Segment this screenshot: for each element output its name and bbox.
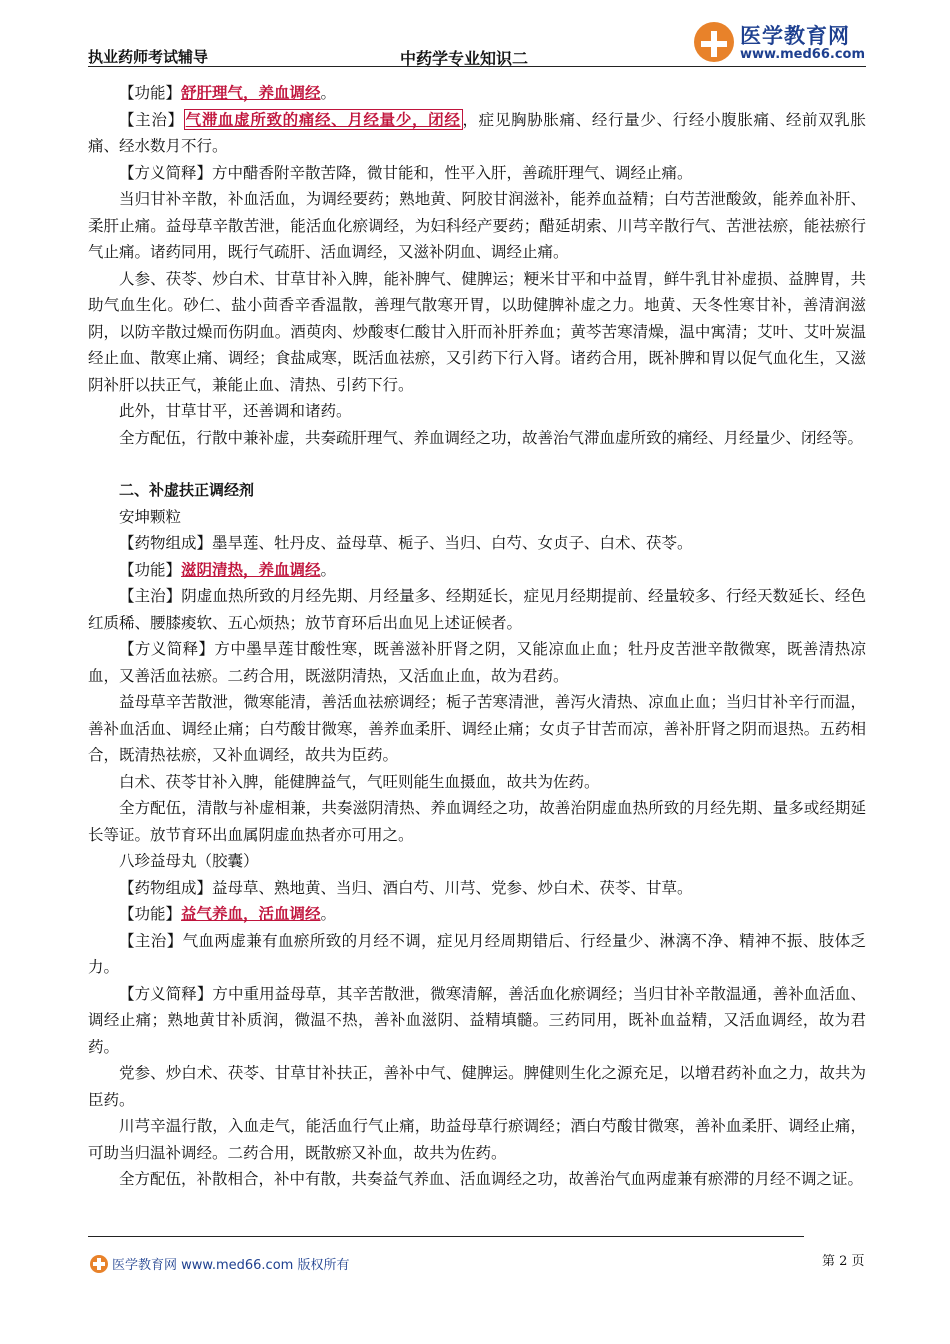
formula-name: 八珍益母丸（胶囊）	[119, 852, 259, 870]
highlight-function: 益气养血，活血调经	[181, 904, 321, 923]
paragraph: 【方义简释】方中醋香附辛散苦降，微甘能和，性平入肝，善疏肝理气、调经止痛。	[119, 163, 693, 182]
paragraph: 【方义简释】方中墨旱莲甘酸性寒，既善滋补肝肾之阴，又能凉血止血；牡丹皮苦泄辛散微寒，既善清热凉血，又善活血祛瘀。二药合用，既滋阴清热，又活血止血，故为君药。	[88, 640, 866, 685]
section-heading: 二、补虚扶正调经剂	[119, 481, 255, 499]
logo-url: www.med66.com	[740, 47, 866, 62]
paragraph: 川芎辛温行散，入血走气，能活血行气止痛，助益母草行瘀调经；酒白芍酸甘微寒，善补血柔肝、调经止痛，可助当归温补调经。二药合用，既散瘀又补血，故共为佐药。	[88, 1117, 866, 1162]
paragraph: 【药物组成】墨旱莲、牡丹皮、益母草、栀子、当归、白芍、女贞子、白术、茯苓。	[119, 534, 693, 552]
paragraph: 【功能】舒肝理气，养血调经。	[119, 83, 337, 102]
footer-divider	[88, 1236, 804, 1237]
header-divider	[88, 66, 866, 67]
paragraph: 全方配伍，补散相合，补中有散，共奏益气养血、活血调经之功，故善治气血两虚兼有瘀滞的月经不调之证。	[119, 1170, 864, 1188]
footer-copyright[interactable]: 医学教育网 www.med66.com 版权所有	[112, 1258, 350, 1273]
paragraph: 此外，甘草甘平，还善调和诸药。	[119, 402, 352, 420]
document-body	[88, 80, 866, 1193]
page-header	[0, 0, 950, 80]
site-logo[interactable]	[694, 20, 874, 68]
highlight-indication: 气滞血虚所致的痛经、月经量少，闭经	[185, 109, 461, 129]
highlight-function: 滋阴清热，养血调经	[181, 559, 321, 579]
paragraph: 【功能】滋阴清热，养血调经。	[119, 559, 337, 579]
formula-name: 安坤颗粒	[119, 507, 182, 526]
header-subject-title: 中药学专业知识二	[400, 49, 529, 68]
paragraph: 【主治】气血两虚兼有血瘀所致的月经不调，症见月经周期错后、行经量少、淋漓不净、精神不振、肢体乏力。	[88, 931, 866, 976]
paragraph: 白术、茯苓甘补入脾，能健脾益气，气旺则能生血摄血，故共为佐药。	[119, 772, 600, 791]
paragraph: 党参、炒白术、茯苓、甘草甘补扶正，善补中气、健脾运。脾健则生化之源充足，以增君药补血之力，故共为臣药。	[88, 1064, 866, 1109]
paragraph: 【功能】益气养血，活血调经。	[119, 904, 337, 923]
paragraph: 【药物组成】益母草、熟地黄、当归、酒白芍、川芎、党参、炒白术、茯苓、甘草。	[119, 878, 693, 897]
medical-cross-icon	[90, 1255, 108, 1273]
paragraph: 【方义简释】方中重用益母草，其辛苦散泄，微寒清解，善活血化瘀调经；当归甘补辛散温通，善补血活血、调经止痛；熟地黄甘补质润，微温不热，善补血滋阴、益精填髓。三药同用，既补血益精，又活血调经，故为君药。	[88, 984, 866, 1056]
paragraph: 人参、茯苓、炒白术、甘草甘补入脾，能补脾气、健脾运；粳米甘平和中益胃，鲜牛乳甘补虚损、益脾胃，共助气血生化。砂仁、盐小茴香辛香温散，善理气散寒开胃，以助健脾补虚之力。地黄、天冬性寒甘补，善清润滋阴，以防辛散过燥而伤阴血。酒萸肉、炒酸枣仁酸甘入肝而补肝养血；黄芩苦寒清燥，温中寓清；艾叶、艾叶炭温经止血、散寒止痛、调经；食盐咸寒，既活血祛瘀，又引药下行入肾。诸药合用，既补脾和胃以促气血化生，又滋阴补肝以扶正气，兼能止血、清热、引药下行。	[88, 269, 866, 394]
paragraph: 全方配伍，行散中兼补虚，共奏疏肝理气、养血调经之功，故善治气滞血虚所致的痛经、月经量少、闭经等。	[119, 428, 864, 447]
highlight-function: 舒肝理气，养血调经	[181, 83, 321, 102]
logo-name: 医学教育网	[740, 24, 850, 48]
paragraph: 【主治】 气滞血虚所致的痛经、月经量少，闭经 ，症见胸胁胀痛、经行量少、行经小腹胀痛、经前双乳胀痛、经水数月不行。	[88, 109, 866, 155]
paragraph: 【主治】阴虚血热所致的月经先期、月经量多、经期延长，症见月经期提前、经量较多、行经天数延长、经色红质稀、腰膝痠软、五心烦热；放节育环后出血见上述证候者。	[88, 587, 866, 632]
paragraph: 益母草辛苦散泄，微寒能清，善活血祛瘀调经；栀子苦寒清泄，善泻火清热、凉血止血；当归甘补辛行而温，善补血活血、调经止痛；白芍酸甘微寒，善养血柔肝、调经止痛；女贞子甘苦而凉，善补肝肾之阴而退热。五药相合，既清热祛瘀，又补血调经，故共为臣药。	[88, 693, 866, 764]
page-number: 第 2 页	[822, 1254, 865, 1269]
header-course-title: 执业药师考试辅导	[88, 48, 209, 66]
paragraph: 当归甘补辛散，补血活血，为调经要药；熟地黄、阿胶甘润滋补，能养血益精；白芍苦泄酸敛，能养血补肝、柔肝止痛。益母草辛散苦泄，能活血化瘀调经，为妇科经产要药；醋延胡索、川芎辛散行气、苦泄祛瘀，能祛瘀行气止痛。诸药同用，既行气疏肝、活血调经，又滋补阴血、调经止痛。	[88, 190, 866, 261]
paragraph: 全方配伍，清散与补虚相兼，共奏滋阴清热、养血调经之功，故善治阴虚血热所致的月经先期、量多或经期延长等证。放节育环出血属阴虚血热者亦可用之。	[88, 799, 866, 844]
medical-cross-icon	[694, 22, 734, 62]
